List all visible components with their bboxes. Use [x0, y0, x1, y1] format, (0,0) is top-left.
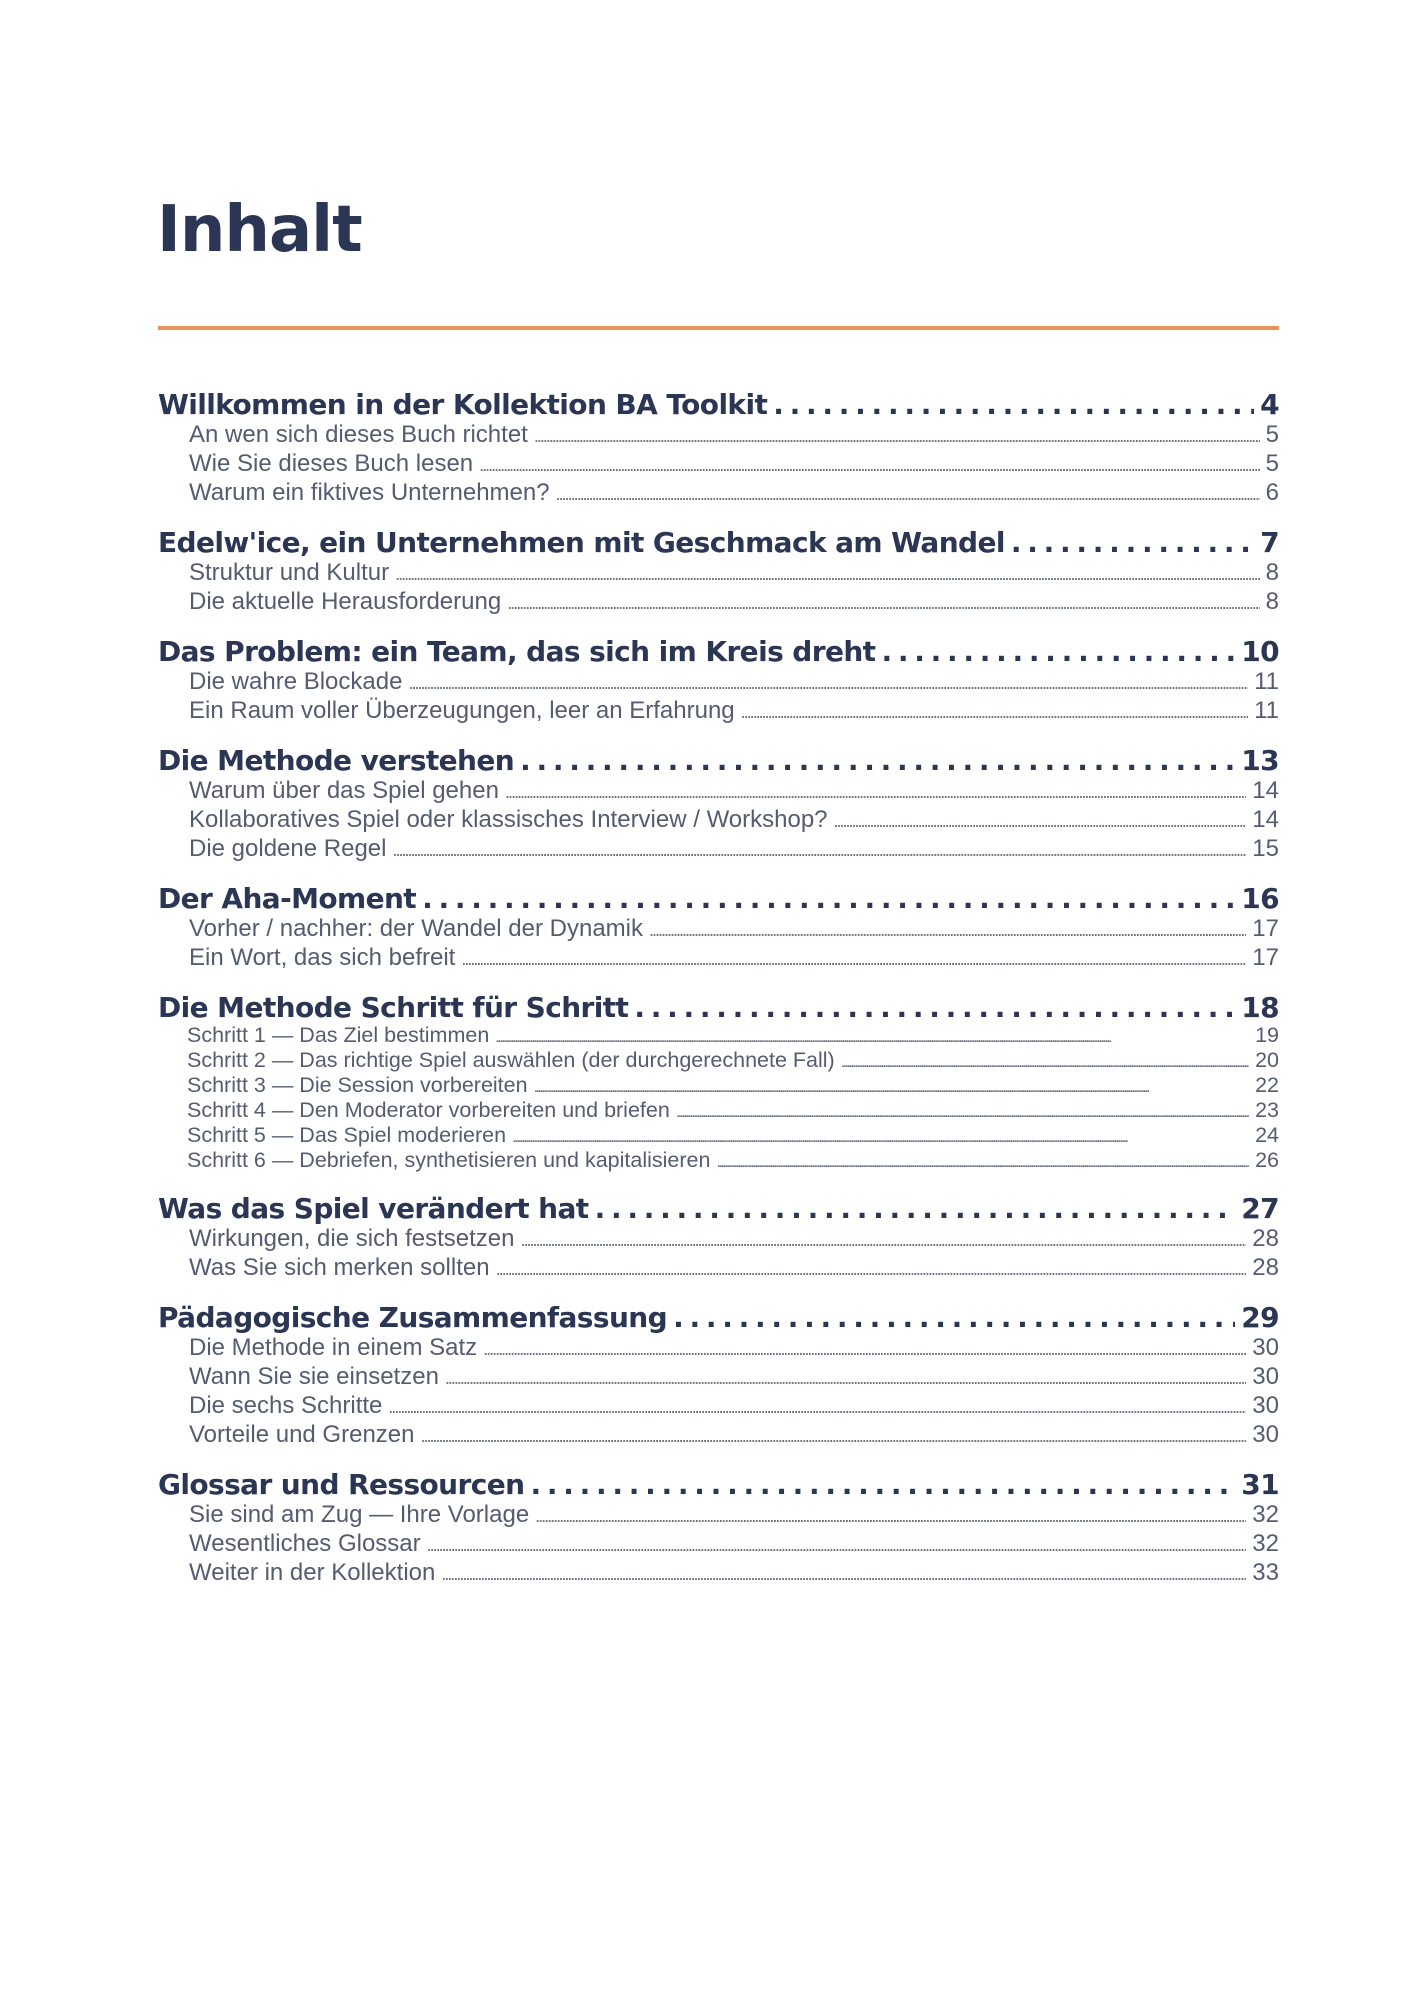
toc-page-number: 30 [1252, 1392, 1279, 1419]
toc-section-entry[interactable] [189, 1530, 1279, 1558]
dot-leader [676, 1104, 1249, 1122]
toc-section-entry[interactable] [189, 915, 1279, 943]
dot-leader [530, 1468, 1235, 1501]
dot-leader [881, 635, 1235, 668]
toc-page-number: 16 [1241, 882, 1279, 915]
toc-step-entry[interactable] [187, 1023, 1279, 1048]
toc-chapter-title: Pädagogische Zusammenfassung [158, 1301, 668, 1334]
toc-section-title: Warum ein fiktives Unternehmen? [189, 479, 550, 506]
toc-page-number: 32 [1252, 1501, 1279, 1528]
toc-page-number: 26 [1255, 1148, 1279, 1172]
dot-leader [461, 949, 1246, 970]
toc-section-title: Vorteile und Grenzen [189, 1421, 415, 1448]
toc-chapter-title: Die Methode verstehen [158, 744, 515, 777]
toc-chapter-entry[interactable] [158, 1468, 1279, 1502]
toc-section-title: Die sechs Schritte [189, 1392, 383, 1419]
toc-page-number: 17 [1252, 944, 1279, 971]
toc-page-number: 19 [1255, 1023, 1279, 1047]
toc-section-title: Wesentliches Glossar [189, 1530, 421, 1557]
toc-section-entry[interactable] [189, 588, 1279, 616]
dot-leader [556, 484, 1260, 505]
toc-step-entry[interactable] [187, 1123, 1279, 1148]
dot-leader [445, 1368, 1246, 1389]
dot-leader [634, 991, 1235, 1024]
toc-section-entry[interactable] [189, 479, 1279, 507]
toc-section-title: Struktur und Kultur [189, 559, 390, 586]
toc-step-entry[interactable] [187, 1073, 1279, 1098]
toc-page-number: 5 [1265, 421, 1279, 448]
dot-leader [388, 1397, 1246, 1418]
toc-page-number: 13 [1241, 744, 1279, 777]
toc-page-number: 4 [1260, 388, 1279, 421]
dot-leader [534, 1079, 1250, 1097]
toc-chapter-title: Edelw'ice, ein Unternehmen mit Geschmack am Wandel [158, 526, 1005, 559]
dot-leader [441, 1564, 1246, 1585]
toc-section-title: Die goldene Regel [189, 835, 387, 862]
toc-page-number: 30 [1252, 1363, 1279, 1390]
toc-chapter-entry[interactable] [158, 635, 1279, 669]
toc-chapter-entry[interactable] [158, 388, 1279, 422]
toc-page-number: 17 [1252, 915, 1279, 942]
toc-chapter-title: Die Methode Schritt für Schritt [158, 991, 629, 1024]
toc-section-title: Weiter in der Kollektion [189, 1559, 436, 1586]
toc-section-entry[interactable] [189, 1254, 1279, 1282]
toc-page-number: 10 [1241, 635, 1279, 668]
dot-leader [834, 811, 1247, 832]
dot-leader [392, 840, 1246, 861]
toc-page-number: 18 [1241, 991, 1279, 1024]
dot-leader [595, 1192, 1236, 1225]
title-divider [158, 326, 1279, 330]
toc-chapter-title: Das Problem: ein Team, das sich im Kreis dreht [158, 635, 876, 668]
toc-step-entry[interactable] [187, 1098, 1279, 1123]
toc-page-number: 14 [1252, 806, 1279, 833]
toc-section-entry[interactable] [189, 697, 1279, 725]
dot-leader [496, 1259, 1247, 1280]
toc-step-title: Schritt 1 — Das Ziel bestimmen [187, 1023, 490, 1047]
dot-leader [495, 1029, 1249, 1047]
toc-section-title: Die aktuelle Herausforderung [189, 588, 502, 615]
toc-section-title: Kollaboratives Spiel oder klassisches Interview / Workshop? [189, 806, 828, 833]
toc-section-entry[interactable] [189, 944, 1279, 972]
toc-section-title: Was Sie sich merken sollten [189, 1254, 490, 1281]
toc-page-number: 8 [1265, 559, 1279, 586]
toc-page-number: 29 [1241, 1301, 1279, 1334]
toc-step-title: Schritt 2 — Das richtige Spiel auswählen (der durchgerechnete Fall) [187, 1048, 835, 1072]
toc-page-number: 15 [1252, 835, 1279, 862]
toc-page-number: 33 [1252, 1559, 1279, 1586]
toc-page-number: 24 [1255, 1123, 1279, 1147]
page-title: Inhalt [157, 193, 362, 267]
toc-section-title: Ein Raum voller Überzeugungen, leer an Erfahrung [189, 697, 735, 724]
dot-leader [716, 1154, 1249, 1172]
toc-section-title: Vorher / nachher: der Wandel der Dynamik [189, 915, 643, 942]
toc-step-title: Schritt 4 — Den Moderator vorbereiten und briefen [187, 1098, 670, 1122]
toc-page-number: 20 [1255, 1048, 1279, 1072]
toc-page-number: 22 [1255, 1073, 1279, 1097]
toc-page-number: 8 [1265, 588, 1279, 615]
dot-leader [1011, 526, 1254, 559]
toc-section-entry[interactable] [189, 421, 1279, 449]
toc-page-number: 23 [1255, 1098, 1279, 1122]
dot-leader [649, 920, 1246, 941]
dot-leader [427, 1535, 1247, 1556]
dot-leader [422, 882, 1235, 915]
toc-section-entry[interactable] [189, 835, 1279, 863]
toc-section-title: Wirkungen, die sich festsetzen [189, 1225, 515, 1252]
toc-section-entry[interactable] [189, 777, 1279, 805]
toc-chapter-title: Willkommen in der Kollektion BA Toolkit [158, 388, 768, 421]
toc-page-number: 14 [1252, 777, 1279, 804]
dot-leader [773, 388, 1254, 421]
toc-chapter-entry[interactable] [158, 1301, 1279, 1335]
toc-page-number: 27 [1241, 1192, 1279, 1225]
toc-section-title: Die wahre Blockade [189, 668, 403, 695]
toc-page-number: 5 [1265, 450, 1279, 477]
toc-section-entry[interactable] [189, 1363, 1279, 1391]
dot-leader [408, 673, 1248, 694]
dot-leader [673, 1301, 1235, 1334]
toc-chapter-entry[interactable] [158, 882, 1279, 916]
toc-page-number: 7 [1260, 526, 1279, 559]
dot-leader [520, 744, 1235, 777]
toc-page-number: 11 [1254, 697, 1279, 724]
toc-step-entry[interactable] [187, 1048, 1279, 1073]
toc-section-entry[interactable] [189, 559, 1279, 587]
toc-section-entry[interactable] [189, 1334, 1279, 1362]
toc-section-entry[interactable] [189, 1225, 1279, 1253]
dot-leader [420, 1426, 1246, 1447]
dot-leader [841, 1054, 1249, 1072]
dot-leader [483, 1339, 1246, 1360]
toc-chapter-entry[interactable] [158, 744, 1279, 778]
dot-leader [505, 782, 1246, 803]
toc-chapter-title: Der Aha-Moment [158, 882, 417, 915]
toc-section-entry[interactable] [189, 1421, 1279, 1449]
toc-page-number: 28 [1252, 1254, 1279, 1281]
toc-section-title: An wen sich dieses Buch richtet [189, 421, 528, 448]
dot-leader [741, 702, 1248, 723]
dot-leader [395, 564, 1260, 585]
toc-chapter-entry[interactable] [158, 1192, 1279, 1226]
dot-leader [535, 1506, 1246, 1527]
toc-section-title: Die Methode in einem Satz [189, 1334, 478, 1361]
toc-step-title: Schritt 3 — Die Session vorbereiten [187, 1073, 528, 1097]
toc-page-number: 28 [1252, 1225, 1279, 1252]
toc-section-title: Wann Sie sie einsetzen [189, 1363, 439, 1390]
toc-section-entry[interactable] [189, 1559, 1279, 1587]
toc-chapter-entry[interactable] [158, 991, 1279, 1025]
toc-section-entry[interactable] [189, 806, 1279, 834]
toc-page-number: 32 [1252, 1530, 1279, 1557]
toc-step-title: Schritt 6 — Debriefen, synthetisieren und kapitalisieren [187, 1148, 711, 1172]
dot-leader [534, 426, 1260, 447]
toc-section-entry[interactable] [189, 1392, 1279, 1420]
dot-leader [507, 593, 1259, 614]
toc-section-entry[interactable] [189, 1501, 1279, 1529]
toc-page-number: 30 [1252, 1334, 1279, 1361]
toc-chapter-title: Glossar und Ressourcen [158, 1468, 525, 1501]
toc-section-title: Warum über das Spiel gehen [189, 777, 499, 804]
toc-page-number: 6 [1265, 479, 1279, 506]
toc-section-title: Sie sind am Zug — Ihre Vorlage [189, 1501, 530, 1528]
toc-page-number: 31 [1241, 1468, 1279, 1501]
toc-page-number: 30 [1252, 1421, 1279, 1448]
dot-leader [521, 1230, 1247, 1251]
toc-section-entry[interactable] [189, 450, 1279, 478]
dot-leader [479, 455, 1259, 476]
toc-step-title: Schritt 5 — Das Spiel moderieren [187, 1123, 507, 1147]
toc-section-title: Ein Wort, das sich befreit [189, 944, 456, 971]
toc-page-number: 11 [1254, 668, 1279, 695]
toc-chapter-entry[interactable] [158, 526, 1279, 560]
toc-step-entry[interactable] [187, 1148, 1279, 1173]
toc-section-title: Wie Sie dieses Buch lesen [189, 450, 474, 477]
toc-chapter-title: Was das Spiel verändert hat [158, 1192, 589, 1225]
dot-leader [512, 1129, 1249, 1147]
toc-section-entry[interactable] [189, 668, 1279, 696]
